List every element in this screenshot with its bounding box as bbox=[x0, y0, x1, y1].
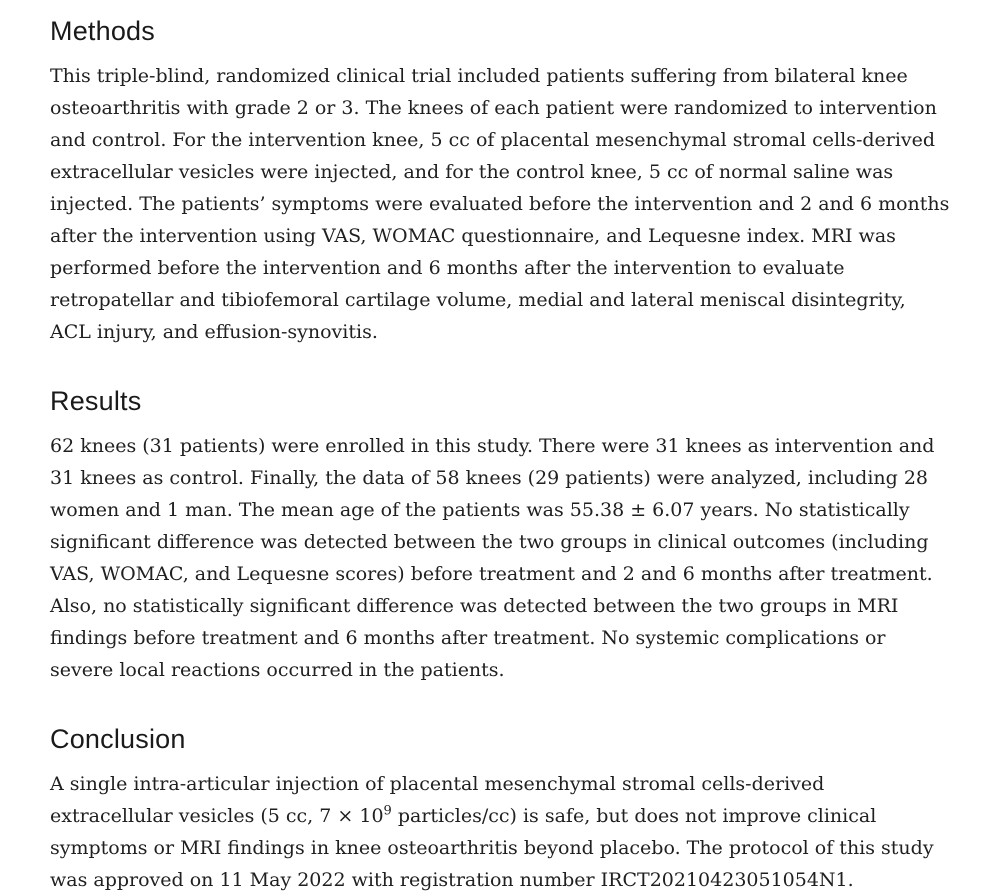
results-heading: Results bbox=[50, 386, 142, 416]
conclusion-text-after-superscript: particles/cc) is safe, but does not improve clinical symptoms or MRI findings in knee osteoarthritis beyond placebo. The protocol of this study was approved on 11 May 2022 with registration number IRCT20210423051054N1. bbox=[50, 805, 934, 891]
conclusion-heading: Conclusion bbox=[50, 724, 186, 754]
conclusion-paragraph bbox=[50, 768, 950, 896]
section-results bbox=[50, 384, 950, 686]
methods-paragraph: This triple-blind, randomized clinical trial included patients suffering from bilateral knee osteoarthritis with grade 2 or 3. The knees of each patient were randomized to intervention and control. For the intervention knee, 5 cc of placental mesenchymal stromal cells-derived extracellular vesicles were injected, and for the control knee, 5 cc of normal saline was injected. The patients’ symptoms were evaluated before the intervention and 2 and 6 months after the intervention using VAS, WOMAC questionnaire, and Lequesne index. MRI was performed before the intervention and 6 months after the intervention to evaluate retropatellar and tibiofemoral cartilage volume, medial and lateral meniscal disintegrity, ACL injury, and effusion-synovitis. bbox=[50, 65, 950, 343]
section-methods bbox=[50, 14, 950, 348]
conclusion-superscript-exponent: 9 bbox=[383, 803, 392, 819]
conclusion-text-before-superscript: A single intra-articular injection of placental mesenchymal stromal cells-derived extracellular vesicles (5 cc, 7 × 10 bbox=[50, 773, 825, 827]
section-conclusion bbox=[50, 722, 950, 896]
methods-heading: Methods bbox=[50, 16, 155, 46]
results-paragraph: 62 knees (31 patients) were enrolled in this study. There were 31 knees as intervention and 31 knees as control. Finally, the data of 58 knees (29 patients) were analyzed, including 28 women and 1 man. The mean age of the patients was 55.38 ± 6.07 years. No statistically significant difference was detected between the two groups in clinical outcomes (including VAS, WOMAC, and Lequesne scores) before treatment and 2 and 6 months after treatment. Also, no statistically significant difference was detected between the two groups in MRI findings before treatment and 6 months after treatment. No systemic complications or severe local reactions occurred in the patients. bbox=[50, 435, 935, 681]
